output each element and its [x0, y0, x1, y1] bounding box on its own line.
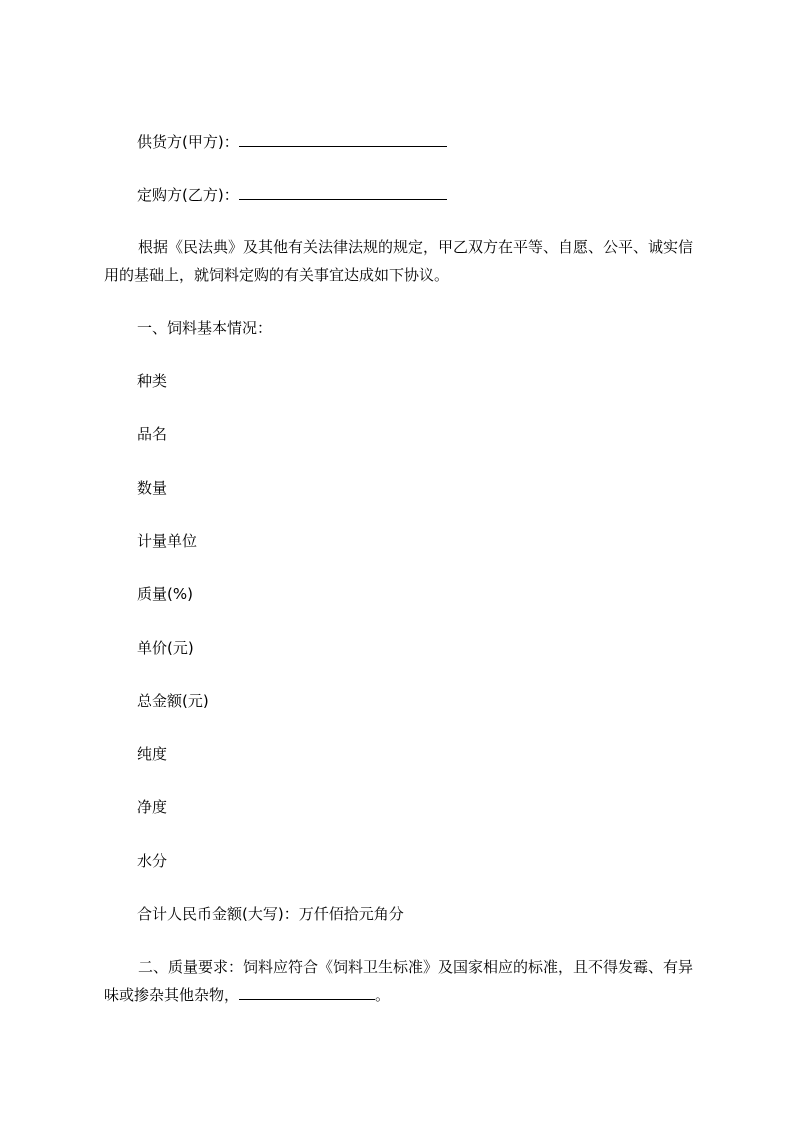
- total-amount-line: 合计人民币金额(大写)：万仟佰拾元角分: [137, 905, 404, 923]
- item-quality: 质量(%): [137, 585, 193, 603]
- intro-paragraph: 根据《民法典》及其他有关法律法规的规定，甲乙双方在平等、自愿、公平、诚实信用的基础上，就饲料定购的有关事宜达成如下协议。: [104, 238, 694, 284]
- section2-blank[interactable]: [239, 985, 375, 1000]
- section2-text: 二、质量要求：饲料应符合《饲料卫生标准》及国家相应的标准，且不得发霉、有异味或掺杂其他杂物，: [104, 958, 694, 1004]
- supplier-line: [137, 132, 447, 152]
- supplier-blank[interactable]: [239, 132, 447, 147]
- section1-heading: 一、饲料基本情况：: [137, 319, 273, 337]
- item-total-amount: 总金额(元): [137, 692, 209, 710]
- item-moisture: 水分: [137, 852, 168, 870]
- item-purity: 纯度: [137, 745, 168, 763]
- buyer-blank[interactable]: [239, 185, 447, 200]
- buyer-line: [137, 185, 447, 205]
- item-quantity: 数量: [137, 479, 168, 497]
- item-cleanliness: 净度: [137, 798, 168, 816]
- buyer-label: 定购方(乙方)：: [137, 186, 239, 204]
- section2-paragraph: [104, 953, 704, 1009]
- item-unit-price: 单价(元): [137, 639, 194, 657]
- item-unit: 计量单位: [137, 532, 198, 550]
- item-category: 种类: [137, 372, 168, 390]
- section2-end: 。: [375, 986, 391, 1004]
- supplier-label: 供货方(甲方)：: [137, 133, 239, 151]
- item-product-name: 品名: [137, 425, 168, 443]
